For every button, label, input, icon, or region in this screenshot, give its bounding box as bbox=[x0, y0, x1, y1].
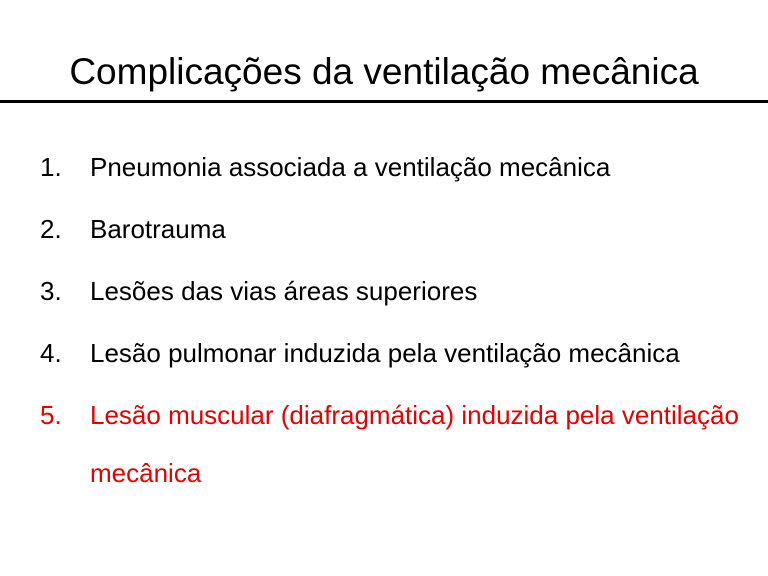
title-underline bbox=[0, 100, 768, 103]
list-item-highlighted bbox=[40, 386, 750, 502]
list-item bbox=[40, 262, 750, 320]
list-item bbox=[40, 138, 750, 196]
list-item bbox=[40, 200, 750, 258]
list-item-number: 2. bbox=[40, 214, 62, 244]
list-item-text: Lesões das vias áreas superiores bbox=[90, 276, 478, 306]
list-item-number: 5. bbox=[40, 400, 62, 430]
list-item-number: 1. bbox=[40, 152, 62, 182]
complications-list bbox=[40, 138, 750, 506]
list-item-number: 3. bbox=[40, 276, 62, 306]
list-item-text: Pneumonia associada a ventilação mecânica bbox=[90, 152, 611, 182]
list-item bbox=[40, 324, 750, 382]
list-item-text: Lesão muscular (diafragmática) induzida pela ventilação mecânica bbox=[90, 400, 739, 488]
list-item-text: Barotrauma bbox=[90, 214, 226, 244]
list-item-number: 4. bbox=[40, 338, 62, 368]
list-item-text: Lesão pulmonar induzida pela ventilação mecânica bbox=[90, 338, 680, 368]
slide-title: Complicações da ventilação mecânica bbox=[69, 51, 699, 92]
